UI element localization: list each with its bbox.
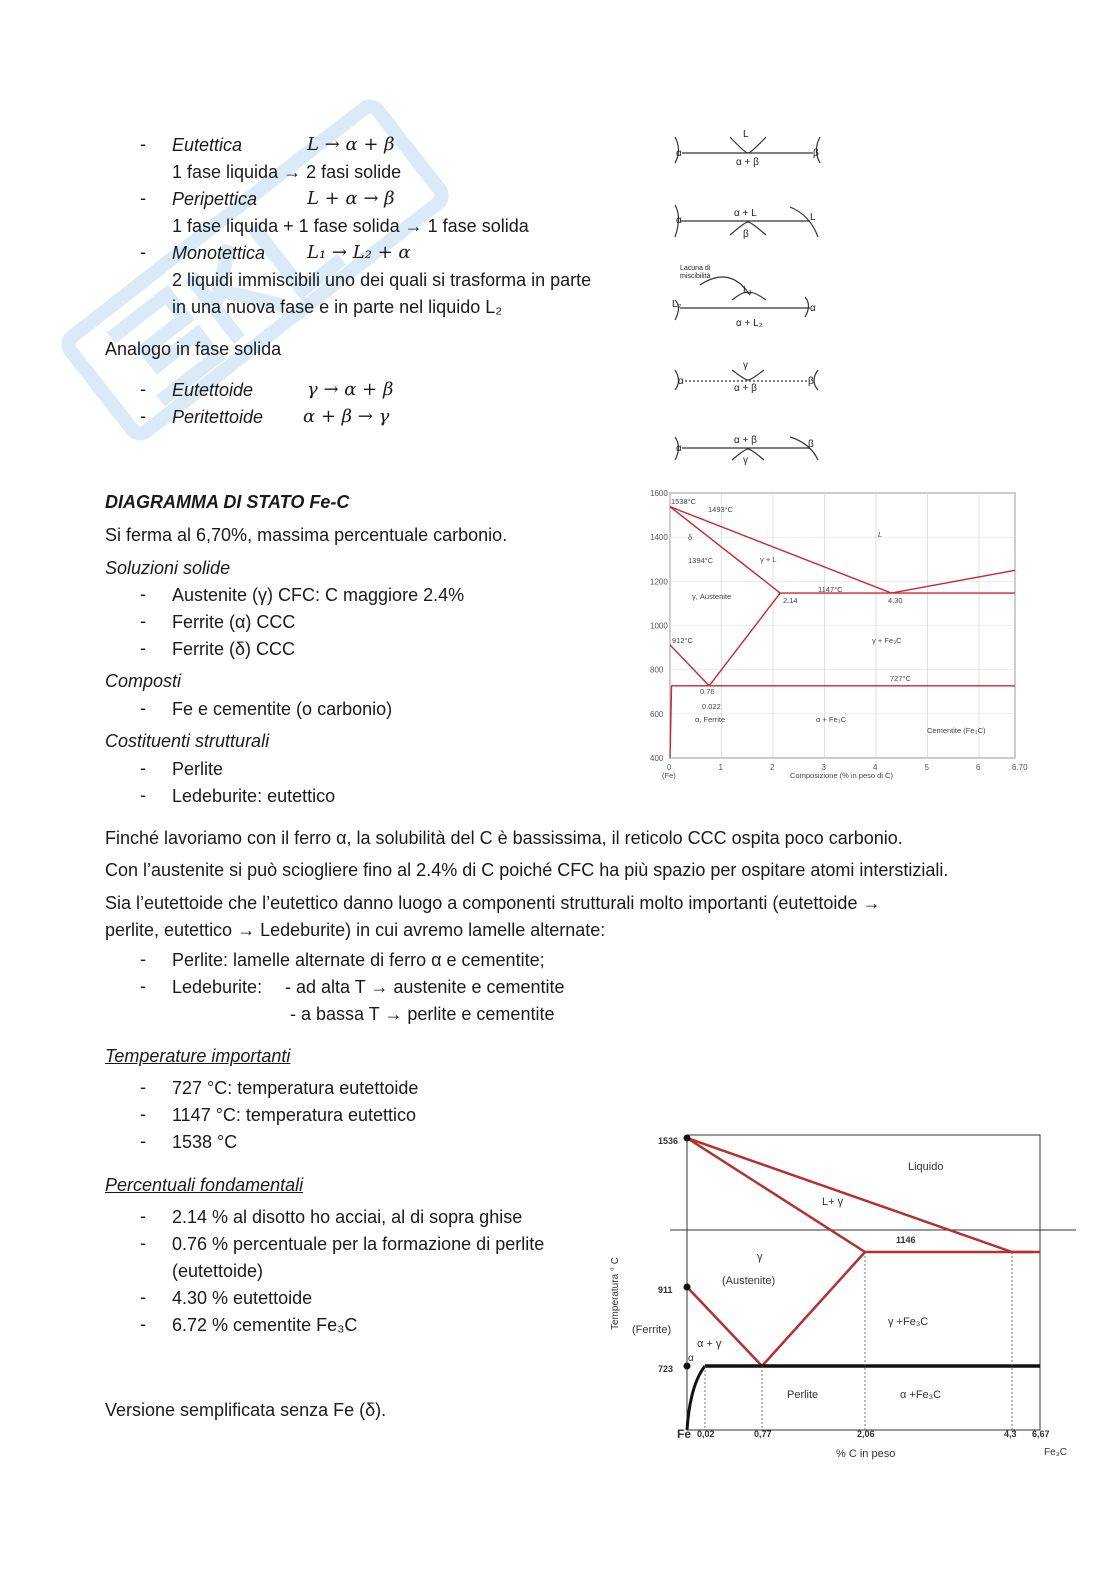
list-item: (eutettoide) xyxy=(172,1261,264,1281)
sketch-label: α + β xyxy=(736,157,759,168)
bullet-dash: - xyxy=(140,1104,146,1124)
label-gamma-fe3c: γ +Fe₃C xyxy=(888,1316,929,1328)
bullet-dash: - xyxy=(140,698,146,718)
label-austenite: (Austenite) xyxy=(722,1275,776,1287)
x-tick-label: 4,3 xyxy=(1004,1429,1017,1439)
sketch-label: L xyxy=(810,212,816,223)
sketch-label: α xyxy=(810,303,816,314)
list-item: 6.72 % cementite Fe₃C xyxy=(172,1315,358,1335)
label-alpha-fe3c: α + Fe₃C xyxy=(816,715,847,724)
reaction-desc: 2 liquidi immiscibili uno dei quali si trasforma in parte xyxy=(172,270,592,290)
list-item: 1538 °C xyxy=(172,1132,238,1152)
label-perlite: Perlite xyxy=(787,1389,819,1401)
reaction-name: Monotettica xyxy=(172,243,266,263)
x-tick-label: 5 xyxy=(924,763,929,772)
list-item: Fe e cementite (o carbonio) xyxy=(172,699,393,719)
reaction-formula: L → α + β xyxy=(307,134,395,155)
bullet-dash: - xyxy=(140,976,146,996)
list-item: Perlite xyxy=(172,759,224,779)
list-item: 4.30 % eutettoide xyxy=(172,1288,313,1308)
list-item: Austenite (γ) CFC: C maggiore 2.4% xyxy=(172,585,465,605)
paragraph: Sia l’eutettoide che l’eutettico danno luogo a componenti strutturali molto importanti (eutettoide → xyxy=(105,893,881,913)
subsection-title: Percentuali fondamentali xyxy=(105,1175,304,1195)
x-tick-label: 0 xyxy=(667,763,672,772)
subsection-title: Costituenti strutturali xyxy=(105,731,270,751)
reaction-desc: 1 fase liquida → 2 fasi solide xyxy=(172,162,402,182)
bullet-dash: - xyxy=(140,188,146,208)
bullet-dash: - xyxy=(140,134,146,154)
paragraph: Con l’austenite si può sciogliere fino al 2.4% di C poiché CFC ha più spazio per ospitare atomi interstiziali. xyxy=(105,860,949,880)
label-1146: 1146 xyxy=(896,1235,916,1245)
label-l-gamma: L+ γ xyxy=(822,1196,844,1208)
x-tick-label: 6 xyxy=(975,763,981,772)
y-tick-label: 400 xyxy=(650,754,664,763)
sketch-label: L xyxy=(743,129,749,140)
sketch-label: L₁ xyxy=(743,285,752,296)
bullet-dash: - xyxy=(140,785,146,805)
x-axis-label: % C in peso xyxy=(836,1448,896,1460)
x-tick-label: Fe xyxy=(677,1427,692,1441)
label-liquid: L xyxy=(878,530,883,539)
list-item: 0.76 % percentuale per la formazione di perlite xyxy=(172,1234,545,1254)
label-4-30: 4.30 xyxy=(888,596,903,605)
list-item: Perlite: lamelle alternate di ferro α e cementite; xyxy=(172,950,545,970)
reaction-name: Peritettoide xyxy=(172,407,264,427)
label-liquido: Liquido xyxy=(908,1161,944,1173)
x-axis-label: Composizione (% in peso di C) xyxy=(790,771,893,780)
list-item: - ad alta T → austenite e cementite xyxy=(285,977,565,997)
y-tick-label: 1600 xyxy=(650,489,668,498)
label-1394: 1394°C xyxy=(688,556,714,565)
bullet-dash: - xyxy=(140,379,146,399)
x-tick-label: 4 xyxy=(872,763,878,772)
sketch-label: α xyxy=(676,148,682,159)
bullet-dash: - xyxy=(140,758,146,778)
reaction-formula: L + α → β xyxy=(307,188,395,209)
reaction-name: Eutettica xyxy=(172,135,243,155)
list-item: Ledeburite: eutettico xyxy=(172,786,336,806)
bullet-dash: - xyxy=(140,638,146,658)
list-item: 1147 °C: temperatura eutettico xyxy=(172,1105,417,1125)
list-item: Ferrite (δ) CCC xyxy=(172,639,296,659)
sketch-label: β xyxy=(808,376,814,387)
bullet-dash: - xyxy=(140,949,146,969)
key-point xyxy=(684,1284,691,1291)
simplified-phase-diagram xyxy=(600,1125,1090,1470)
subsection-title: Composti xyxy=(105,671,182,691)
simplified-note: Versione semplificata senza Fe (δ). xyxy=(105,1400,387,1420)
y-tick-label: 1000 xyxy=(650,621,668,631)
label-1538: 1538°C xyxy=(671,497,697,506)
bullet-dash: - xyxy=(140,406,146,426)
label-gamma: γ xyxy=(757,1251,763,1263)
label-912: 912°C xyxy=(672,636,693,645)
x-tick-label: 2 xyxy=(769,763,775,772)
reaction-desc: 1 fase liquida + 1 fase solida → 1 fase solida xyxy=(172,216,529,236)
bullet-dash: - xyxy=(140,611,146,631)
reaction-name: Peripettica xyxy=(172,189,258,209)
subsection-title: Soluzioni solide xyxy=(105,558,231,578)
sketch-label: β xyxy=(808,439,814,450)
reaction-formula: L₁ → L₂ + α xyxy=(307,242,411,263)
bullet-dash: - xyxy=(140,242,146,262)
label-delta: δ xyxy=(688,533,693,542)
label-0-022: 0.022 xyxy=(702,702,721,711)
label-cementite: Cementite (Fe₃C) xyxy=(927,726,986,735)
y-tick-label: 800 xyxy=(650,665,664,675)
y-tick-label: 1200 xyxy=(650,577,668,587)
sketch-label: β xyxy=(813,148,819,159)
bullet-dash: - xyxy=(140,584,146,604)
label-727: 727°C xyxy=(890,674,911,683)
sketch-label: α xyxy=(676,443,682,454)
sketch-label: γ xyxy=(743,455,748,466)
paragraph: Finché lavoriamo con il ferro α, la solubilità del C è bassissima, il reticolo CCC ospita poco carbonio. xyxy=(105,828,903,848)
sketch-label: α xyxy=(678,376,684,387)
bullet-dash: - xyxy=(140,1077,146,1097)
reaction-formula: α + β → γ xyxy=(303,406,390,427)
section-title: DIAGRAMMA DI STATO Fe-C xyxy=(105,492,350,512)
reaction-name: Eutettoide xyxy=(172,380,254,400)
sketch-label: α xyxy=(676,215,682,226)
list-item: 727 °C: temperatura eutettoide xyxy=(172,1078,419,1098)
list-item: 2.14 % al disotto ho acciai, al di sopra ghise xyxy=(172,1207,523,1227)
sketch-label: miscibilità xyxy=(680,273,711,280)
sketch-label: α + L₂ xyxy=(736,318,763,329)
paragraph: perlite, eutettico → Ledeburite) in cui avremo lamelle alternate: xyxy=(105,920,606,940)
y-tick-label: 1400 xyxy=(650,533,668,543)
sketch-label: L₂ xyxy=(672,299,682,310)
x-tick-label: 6.70 xyxy=(1012,763,1028,772)
x-tick-label: 6,67 xyxy=(1032,1429,1050,1439)
label-2-14: 2.14 xyxy=(783,596,798,605)
label-1493: 1493°C xyxy=(708,505,734,514)
y-tick-label: 600 xyxy=(650,709,664,719)
sketch-label: α + β xyxy=(734,383,757,394)
y-tick-label: 1536 xyxy=(658,1136,679,1146)
reaction-formula: γ → α + β xyxy=(307,379,394,400)
label-0-76: 0.76 xyxy=(700,687,715,696)
label-1147: 1147°C xyxy=(818,585,843,594)
label-ferrite: (Ferrite) xyxy=(632,1324,672,1336)
label-alpha-fe3c: α +Fe₃C xyxy=(900,1389,942,1401)
label-alpha: α xyxy=(688,1353,694,1364)
sketch-label: α + β xyxy=(734,435,757,446)
section-intro: Si ferma al 6,70%, massima percentuale carbonio. xyxy=(105,525,508,545)
y-tick-label: 911 xyxy=(658,1285,673,1295)
bullet-dash: - xyxy=(140,1206,146,1226)
reaction-sketches xyxy=(670,125,830,475)
label-fe3c: Fe₃C xyxy=(1044,1447,1067,1458)
label-fe: (Fe) xyxy=(662,771,676,780)
sketch-label: β xyxy=(743,229,749,240)
solid-phase-intro: Analogo in fase solida xyxy=(105,339,282,359)
label-alpha-gamma: α + γ xyxy=(697,1338,722,1350)
y-axis-label: Temperatura ° C xyxy=(610,1257,621,1330)
bullet-dash: - xyxy=(140,1131,146,1151)
sketch-label: γ xyxy=(743,360,748,371)
x-tick-label: 1 xyxy=(718,763,723,772)
reaction-desc: in una nuova fase e in parte nel liquido L₂ xyxy=(172,297,503,317)
x-tick-label: 3 xyxy=(821,763,826,772)
y-tick-label: 723 xyxy=(658,1364,674,1374)
bullet-dash: - xyxy=(140,1314,146,1334)
label-austenite: γ, Austenite xyxy=(692,592,732,601)
bullet-dash: - xyxy=(140,1287,146,1307)
list-item: - a bassa T → perlite e cementite xyxy=(290,1004,555,1024)
key-point xyxy=(684,1135,691,1142)
fe-c-phase-diagram xyxy=(640,485,1028,785)
label-ferrite: α, Ferrite xyxy=(695,715,726,724)
label-gamma-l: γ + L xyxy=(760,555,777,564)
list-item: Ledeburite: xyxy=(172,977,263,997)
x-tick-label: 2,06 xyxy=(857,1429,875,1439)
sketch-label: Lacuna di xyxy=(680,265,711,272)
sketch-label: α + L xyxy=(734,208,757,219)
x-tick-label: 0,02 xyxy=(697,1429,715,1439)
label-gamma-fe3c: γ + Fe₃C xyxy=(872,636,902,645)
list-item: Ferrite (α) CCC xyxy=(172,612,296,632)
bullet-dash: - xyxy=(140,1233,146,1253)
x-tick-label: 0,77 xyxy=(754,1429,772,1439)
subsection-title: Temperature importanti xyxy=(105,1046,291,1066)
